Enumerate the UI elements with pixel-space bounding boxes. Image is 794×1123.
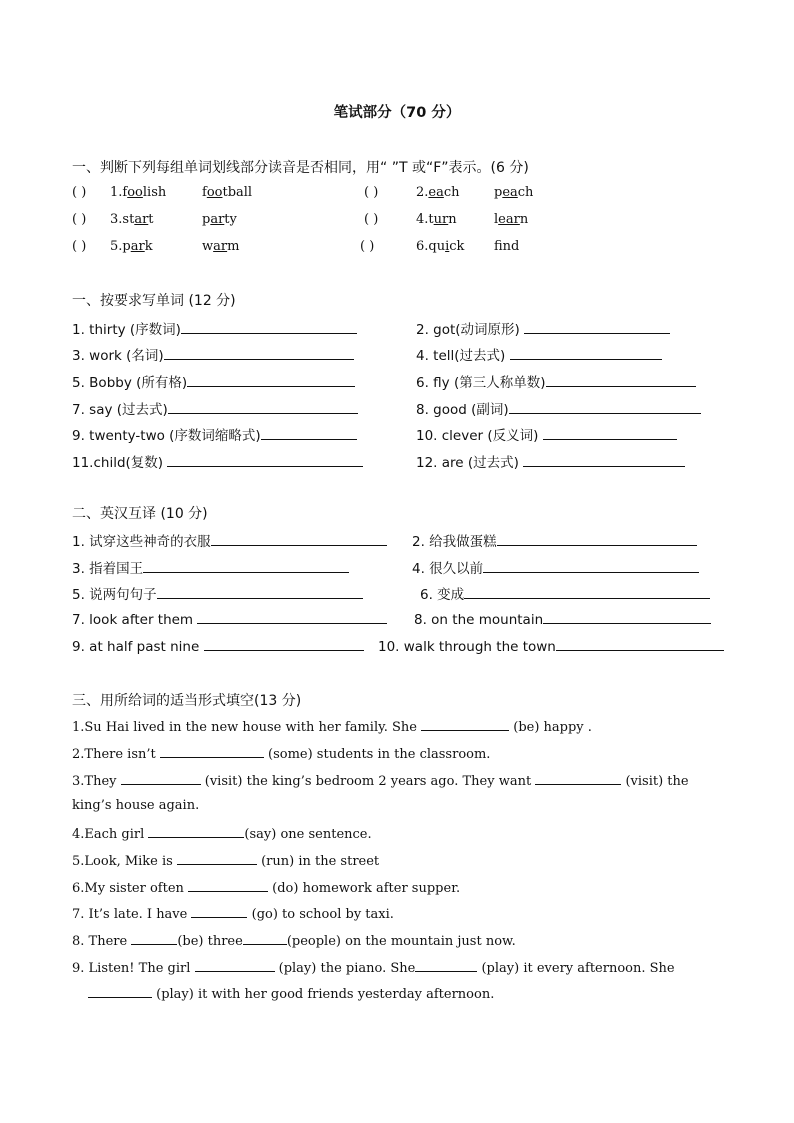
fill-in-item [72,879,460,896]
answer-blank[interactable] [261,427,357,440]
translate-item [420,583,710,603]
fill-in-item [72,772,689,789]
fill-in-item [72,959,675,976]
underlined-letters: oo [206,185,223,200]
answer-blank[interactable] [509,401,701,414]
underlined-letters: ar [134,212,149,227]
translate-item [72,611,387,628]
answer-blank[interactable] [167,454,363,467]
underlined-letters: ar [213,239,228,254]
item-prompt: 2. 给我做蛋糕 [412,534,497,550]
item-prompt: 6. 变成 [420,587,465,603]
translate-item [378,638,724,655]
fill-in-item-continued [88,985,494,1002]
item-text: 2.There isn’t [72,747,160,762]
item-prompt: 11.child(复数) [72,455,168,471]
item-prompt: 6. fly (第三人称单数) [416,375,546,391]
word-2 [202,212,237,227]
fill-in-item [72,718,592,735]
word-1: 1.foolish [110,185,167,200]
item-prompt: 10. clever (反义词) [416,428,543,444]
answer-blank[interactable] [483,560,699,573]
answer-parentheses[interactable]: ( ) [360,239,375,254]
item-prompt: 7. look after them [72,612,198,628]
item-text: 3.They [72,774,121,789]
answer-blank[interactable] [415,959,477,972]
write-word-item [72,371,355,391]
answer-blank[interactable] [131,932,177,945]
fill-in-item [72,745,490,762]
section-b-heading: 一、按要求写单词 (12 分) [72,293,236,309]
item-text: (run) in the street [256,854,380,869]
item-text: 4.Each girl [72,827,149,842]
translate-item [412,530,697,550]
answer-parentheses[interactable]: ( ) [364,212,379,227]
item-text: 6.My sister often [72,881,189,896]
item-prompt: 3. work (名词) [72,348,164,364]
write-word-item [72,451,363,471]
item-prompt: 1. thirty (序数词) [72,322,181,338]
translate-item [414,611,711,628]
judge-row [72,212,752,230]
translate-item [72,557,349,577]
item-text: (be) three [177,934,243,949]
write-word-item [72,344,354,364]
item-prompt: 1. 试穿这些神奇的衣服 [72,534,211,550]
word-4 [494,212,528,227]
pronunciation-word: peach [494,185,534,200]
answer-blank[interactable] [187,374,355,387]
item-prompt: 5. 说两句句子 [72,587,157,603]
pronunciation-word: turn [428,212,457,227]
pronunciation-word: park [122,239,153,254]
item-text: (visit) the [621,774,689,789]
item-prompt: 12. are (过去式) [416,455,524,471]
underlined-letters: ea [428,185,444,200]
item-text: 1.Su Hai lived in the new house with her family. She [72,720,422,735]
fill-in-item [72,852,379,869]
answer-blank[interactable] [543,611,711,624]
answer-blank[interactable] [188,879,268,892]
write-word-item [416,451,685,471]
word-4 [494,185,533,200]
item-text: (visit) the king’s bedroom 2 years ago. They want [200,774,536,789]
item-text: (do) homework after supper. [268,881,461,896]
word-1: 5.park [110,239,153,254]
underlined-letters: ar [130,239,145,254]
section-d-heading: 三、用所给词的适当形式填空(13 分) [72,693,302,709]
answer-blank[interactable] [191,905,247,918]
underlined-letters: ur [433,212,449,227]
answer-blank[interactable] [177,852,257,865]
write-word-item [416,344,662,364]
word-3: 6.quick [416,239,465,254]
underlined-letters: ear [498,212,520,227]
item-prompt: 7. say (过去式) [72,402,168,418]
translate-item [72,638,364,655]
answer-blank[interactable] [524,321,670,334]
answer-parentheses[interactable]: ( ) [72,212,87,227]
underlined-letters: oo [127,185,143,200]
item-text: (go) to school by taxi. [247,907,394,922]
item-text: (some) students in the classroom. [263,747,491,762]
item-text: 7. It’s late. I have [72,907,192,922]
answer-blank[interactable] [497,533,697,546]
answer-blank[interactable] [543,427,677,440]
pronunciation-word: learn [494,212,529,227]
answer-blank[interactable] [556,638,724,651]
item-text: (play) the piano. She [274,961,416,976]
section-a-heading: 一、判断下列每组单词划线部分读音是否相同，用“ ”T 或“F”表示。(6 分) [72,160,529,176]
fill-in-item [72,825,372,842]
item-prompt: 4. 很久以前 [412,561,484,577]
write-word-item [416,318,670,338]
write-word-item [72,318,357,338]
answer-blank[interactable] [181,321,357,334]
item-text: (be) happy . [509,720,592,735]
item-prompt: 5. Bobby (所有格) [72,375,188,391]
item-text: (play) it with her good friends yesterday afternoon. [152,987,495,1002]
answer-blank[interactable] [535,772,621,785]
word-2 [202,239,239,254]
write-word-item [72,398,358,418]
item-text: (play) it every afternoon. She [477,961,675,976]
pronunciation-word: quick [428,239,465,254]
underlined-letters: ar [210,212,225,227]
answer-blank[interactable] [195,959,275,972]
item-text: (people) on the mountain just now. [286,934,516,949]
answer-blank[interactable] [157,586,363,599]
pronunciation-word: start [122,212,154,227]
pronunciation-word: party [202,212,237,227]
answer-blank[interactable] [164,347,354,360]
write-word-item [416,424,677,444]
answer-blank[interactable] [523,454,685,467]
item-prompt: 10. walk through the town [378,639,556,655]
item-prompt: 3. 指着国王 [72,561,144,577]
answer-parentheses[interactable]: ( ) [72,185,87,200]
write-word-item [416,398,701,418]
pronunciation-word: each [428,185,460,200]
answer-parentheses[interactable]: ( ) [364,185,379,200]
item-prompt: 8. good (副词) [416,402,509,418]
answer-blank[interactable] [546,374,696,387]
item-prompt: 9. at half past nine [72,639,204,655]
answer-blank[interactable] [464,586,710,599]
fill-in-item-continued [72,798,199,813]
underlined-letters: i [445,239,450,254]
item-prompt: 2. got(动词原形) [416,322,525,338]
item-prompt: 8. on the mountain [414,612,544,628]
write-word-item [416,371,696,391]
item-text: (say) one sentence. [244,827,372,842]
fill-in-item [72,905,394,922]
answer-blank[interactable] [168,401,358,414]
pronunciation-word: foolish [122,185,167,200]
write-word-item [72,424,357,444]
fill-in-item [72,932,516,949]
translate-item [72,530,387,550]
underlined-letters: ea [502,185,518,200]
word-2 [202,185,252,200]
word-3: 4.turn [416,212,457,227]
word-3: 2.each [416,185,460,200]
answer-blank[interactable] [421,718,509,731]
answer-blank[interactable] [197,611,387,624]
item-prompt: 9. twenty-two (序数词缩略式) [72,428,261,444]
judge-row [72,185,752,203]
answer-blank[interactable] [148,825,244,838]
item-text: king’s house again. [72,798,200,813]
item-text: 5.Look, Mike is [72,854,177,869]
answer-blank[interactable] [88,985,152,998]
page-title: 笔试部分（70 分） [333,105,461,121]
answer-blank[interactable] [160,745,264,758]
answer-parentheses[interactable]: ( ) [72,239,87,254]
answer-blank[interactable] [143,560,349,573]
answer-blank[interactable] [204,638,364,651]
answer-blank[interactable] [121,772,201,785]
item-text: 8. There [72,934,132,949]
word-1: 3.start [110,212,154,227]
item-text: 9. Listen! The girl [72,961,195,976]
word-4 [494,239,519,254]
pronunciation-word: football [202,185,253,200]
section-c-heading: 二、英汉互译 (10 分) [72,506,208,522]
item-prompt: 4. tell(过去式) [416,348,510,364]
translate-item [412,557,699,577]
answer-blank[interactable] [211,533,387,546]
pronunciation-word: fnd [494,239,520,254]
answer-blank[interactable] [243,932,287,945]
judge-row [72,239,752,257]
answer-blank[interactable] [510,347,662,360]
translate-item [72,583,363,603]
pronunciation-word: warm [202,239,240,254]
